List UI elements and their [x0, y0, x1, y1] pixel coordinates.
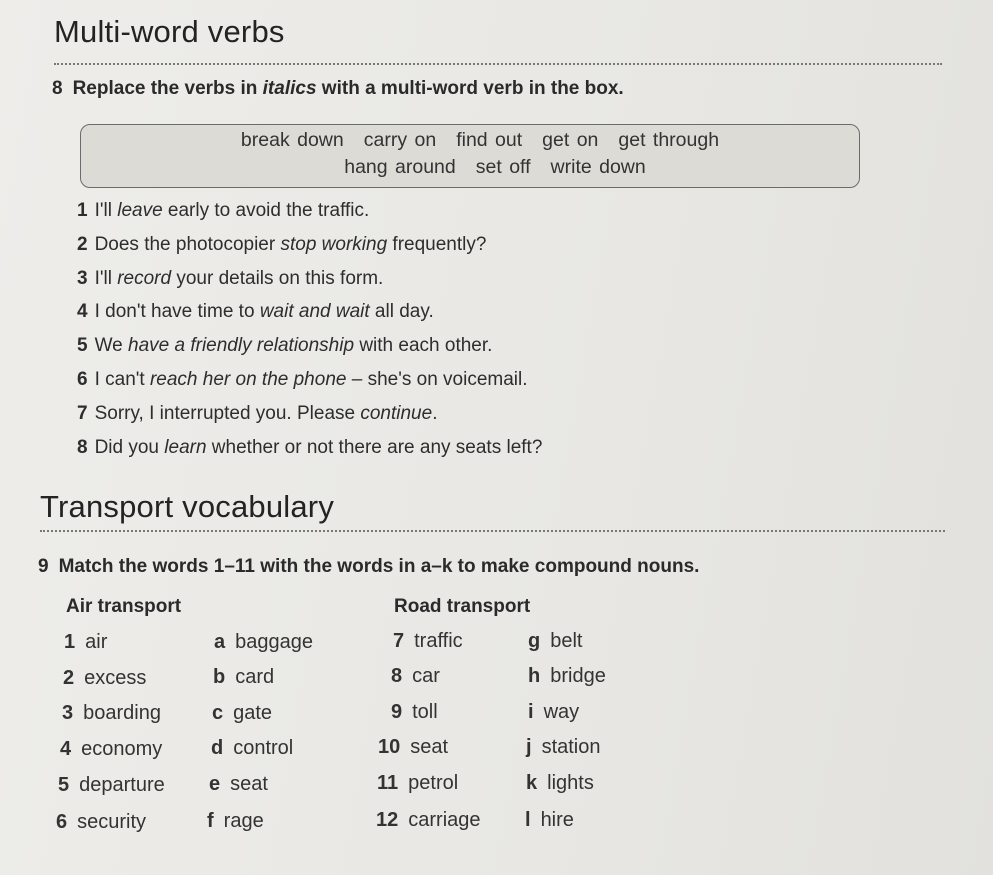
item-word: belt [550, 630, 583, 652]
sentence-text: – she's on voicemail. [346, 368, 528, 390]
list-item [77, 234, 542, 268]
item-word: petrol [408, 772, 459, 794]
exercise-number: 9 [38, 556, 49, 577]
section-heading-transport-vocabulary: Transport vocabulary [40, 489, 335, 524]
sentence-text: I'll [94, 267, 118, 289]
road-word-item [378, 736, 448, 759]
list-item [77, 403, 542, 437]
sentence-text: frequently? [387, 233, 487, 255]
item-word: card [235, 666, 275, 688]
word-box-line-1 [81, 129, 859, 152]
item-word: hire [540, 809, 574, 831]
section-heading-multi-word-verbs: Multi-word verbs [54, 14, 285, 49]
sentence-text: I don't have time to [94, 301, 260, 323]
air-transport-heading: Air transport [66, 596, 182, 617]
sentence-text: . [432, 402, 438, 424]
item-number: 6 [56, 811, 68, 833]
item-letter: f [207, 810, 214, 832]
air-match-item [211, 737, 293, 760]
item-number: 10 [378, 736, 401, 758]
item-number: 11 [377, 772, 399, 794]
air-word-item [60, 738, 162, 761]
sentence-text: all day. [369, 301, 434, 323]
item-word: station [541, 736, 601, 758]
heading-divider [54, 63, 942, 65]
road-match-item [526, 772, 594, 795]
air-match-item [213, 666, 274, 689]
item-word: lights [547, 772, 594, 794]
italic-verb: continue [360, 402, 433, 424]
road-word-item [393, 630, 463, 653]
item-letter: a [214, 631, 226, 653]
item-number: 1 [64, 631, 76, 653]
item-number: 3 [62, 702, 74, 724]
item-word: traffic [414, 630, 463, 652]
air-word-item [62, 702, 161, 725]
instruction-italic-word: italics [262, 78, 317, 99]
instruction-text: Match the words 1–11 with the words in a–k to make compound nouns. [58, 556, 700, 577]
item-word: control [233, 737, 294, 759]
italic-verb: record [117, 267, 172, 289]
italic-verb: wait and wait [259, 301, 370, 323]
item-word: boarding [83, 702, 161, 724]
air-word-item [63, 667, 146, 690]
sentence-text: We [94, 335, 129, 357]
item-word: gate [233, 702, 273, 724]
item-number: 7 [77, 402, 88, 424]
italic-verb: reach her on the phone [149, 368, 347, 390]
item-word: baggage [235, 631, 313, 653]
item-word: way [543, 701, 580, 723]
sentence-text: Did you [94, 436, 165, 458]
list-item [77, 335, 542, 369]
exercise-number: 8 [52, 78, 63, 99]
sentence-text: your details on this form. [171, 267, 384, 289]
box-word: get on [542, 129, 599, 151]
sentence-text: whether or not there are any seats left? [206, 436, 543, 458]
item-number: 8 [77, 436, 88, 458]
item-word: seat [410, 736, 449, 758]
item-letter: j [526, 736, 532, 758]
italic-verb: have a friendly relationship [128, 335, 355, 357]
item-letter: h [528, 665, 541, 687]
item-number: 8 [391, 665, 403, 687]
list-item [77, 268, 542, 302]
item-letter: c [212, 702, 224, 724]
sentence-text: I'll [94, 200, 118, 221]
item-letter: g [528, 630, 541, 652]
item-number: 5 [77, 335, 88, 357]
road-word-item [391, 665, 440, 688]
exercise-8-instruction [52, 78, 624, 100]
italic-verb: leave [117, 200, 163, 221]
sentence-list [77, 200, 542, 470]
item-word: economy [81, 738, 163, 760]
item-word: excess [84, 667, 147, 689]
sentence-text: Does the photocopier [94, 233, 281, 255]
heading-divider [40, 530, 945, 532]
italic-verb: stop working [280, 233, 388, 255]
box-word: set off [475, 156, 531, 178]
box-word: find out [456, 129, 523, 151]
item-word: carriage [408, 809, 481, 831]
item-number: 6 [77, 368, 88, 390]
item-letter: b [213, 666, 226, 688]
item-number: 5 [58, 774, 70, 796]
item-word: departure [79, 774, 165, 796]
box-word: hang around [344, 156, 456, 178]
italic-verb: learn [164, 436, 207, 458]
item-word: toll [412, 701, 438, 723]
item-number: 9 [391, 701, 403, 723]
box-word: break down [240, 129, 344, 151]
air-word-item [56, 811, 146, 834]
word-box [80, 124, 860, 188]
road-word-item [391, 701, 438, 724]
item-number: 3 [77, 267, 88, 289]
road-word-item [376, 809, 481, 832]
sentence-text: Sorry, I interrupted you. Please [94, 402, 361, 424]
list-item [77, 437, 542, 471]
air-match-item [214, 631, 313, 654]
road-match-item [528, 665, 606, 688]
item-word: air [85, 631, 108, 653]
road-match-item [525, 809, 574, 832]
sentence-text: with each other. [354, 335, 493, 357]
box-word: get through [618, 129, 720, 151]
air-word-item [58, 774, 165, 797]
road-match-item [528, 701, 579, 724]
item-word: rage [223, 810, 264, 832]
air-match-item [207, 810, 264, 833]
item-word: bridge [550, 665, 606, 687]
box-word: write down [550, 156, 646, 178]
sentence-text: early to avoid the traffic. [162, 200, 370, 221]
item-number: 7 [393, 630, 405, 652]
list-item [77, 301, 542, 335]
road-match-item [528, 630, 582, 653]
item-letter: l [525, 809, 531, 831]
road-transport-heading: Road transport [394, 596, 531, 617]
air-match-item [209, 773, 268, 796]
list-item [77, 200, 542, 234]
item-number: 1 [77, 200, 88, 221]
word-box-line-2 [81, 156, 859, 179]
air-match-item [212, 702, 272, 725]
item-word: seat [230, 773, 268, 795]
item-number: 4 [77, 301, 88, 323]
item-number: 12 [376, 809, 399, 831]
road-match-item [526, 736, 601, 759]
item-letter: k [526, 772, 538, 794]
sentence-text: I can't [94, 368, 150, 390]
item-word: car [412, 665, 440, 687]
road-word-item [377, 772, 458, 795]
instruction-text-end: with a multi-word verb in the box. [316, 78, 624, 99]
list-item [77, 369, 542, 403]
exercise-9-instruction [38, 556, 699, 578]
box-word: carry on [363, 129, 437, 151]
air-word-item [64, 631, 107, 654]
item-number: 2 [77, 233, 88, 255]
item-letter: d [211, 737, 224, 759]
item-number: 2 [63, 667, 75, 689]
item-number: 4 [60, 738, 72, 760]
item-letter: e [209, 773, 221, 795]
instruction-text-start: Replace the verbs in [72, 78, 263, 99]
item-word: security [77, 811, 147, 833]
item-letter: i [528, 701, 534, 723]
